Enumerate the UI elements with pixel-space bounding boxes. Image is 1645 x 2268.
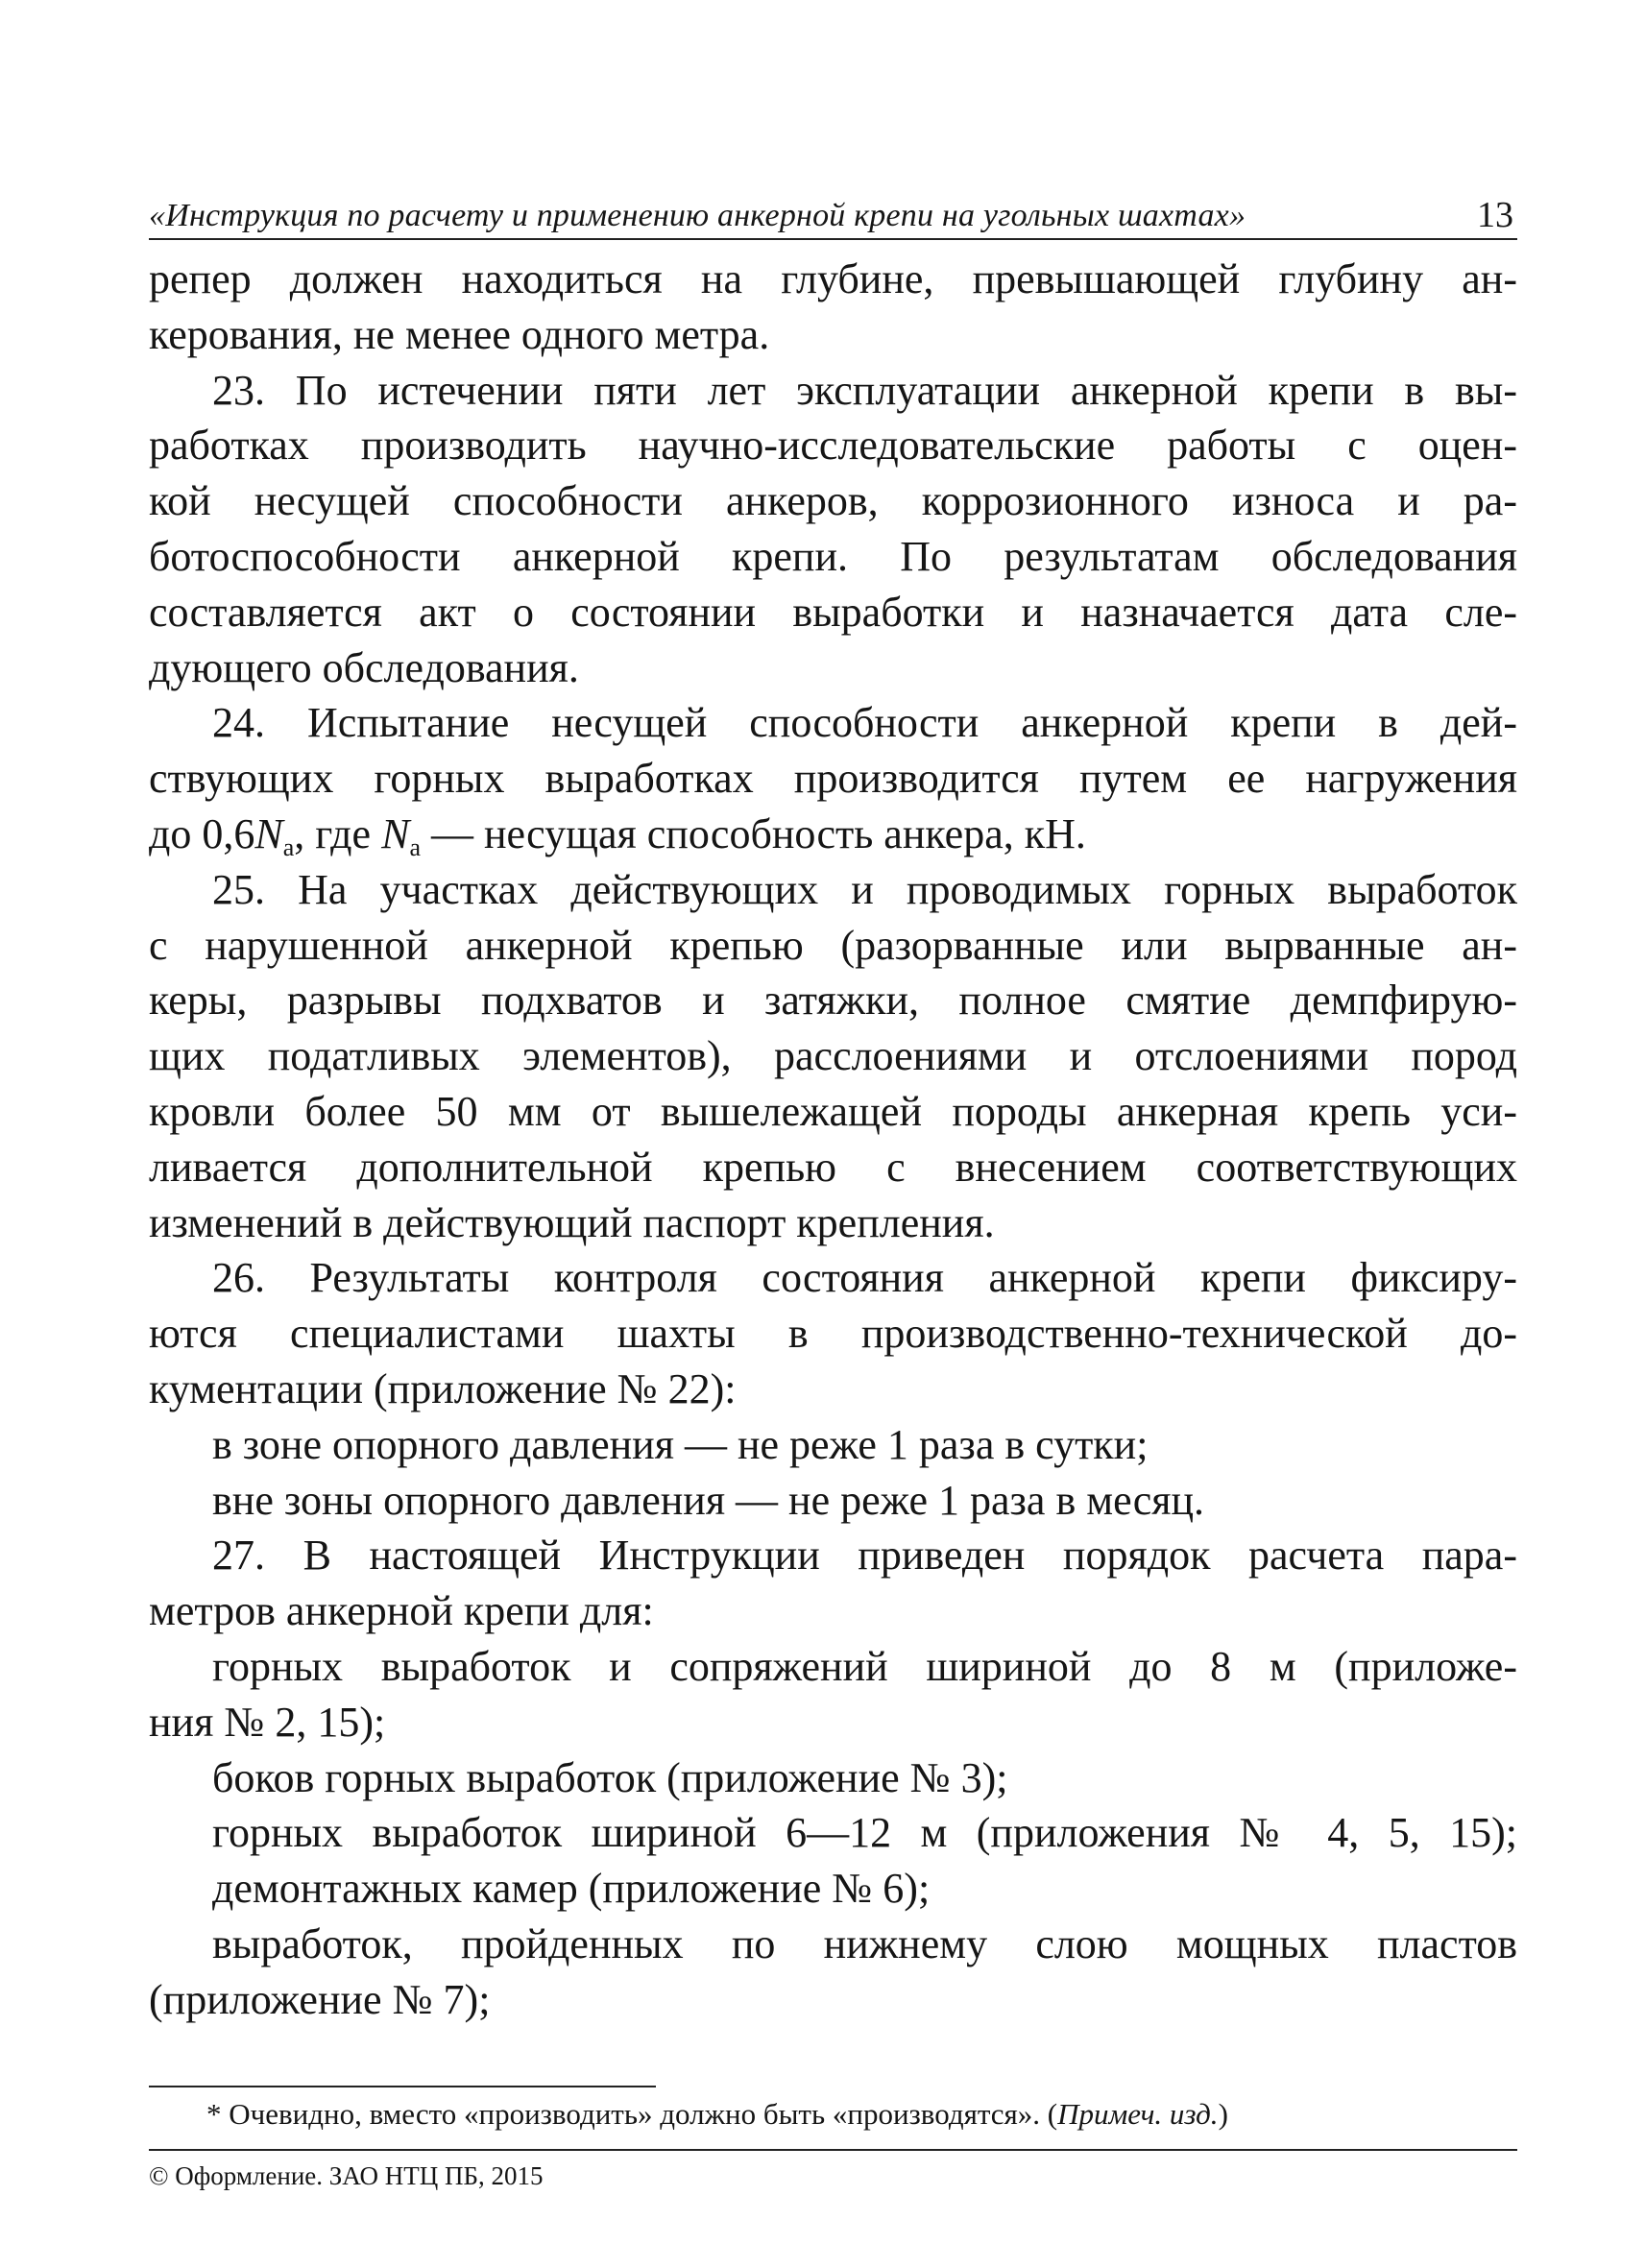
text-line: щих податливых элементов), расслоениями и отслоениями пород xyxy=(149,1032,1517,1080)
text-line: кровли более 50 мм от вышележащей породы анкерная крепь уси- xyxy=(149,1087,1517,1135)
text-line: кой несущей способности анкеров, коррозионного износа и ра- xyxy=(149,477,1517,525)
text-line: (приложение № 7); xyxy=(149,1975,491,2023)
text-line: составляется акт о состоянии выработки и назначается дата сле- xyxy=(149,588,1517,636)
subscript-a: а xyxy=(409,832,421,861)
list-item: выработок, пройденных по нижнему слою мощных пластов xyxy=(212,1919,1517,1967)
formula-line xyxy=(149,807,1517,862)
paragraph-26-start: 26. Результаты контроля состояния анкерной крепи фиксиру- xyxy=(212,1254,1517,1302)
footnote-note: Примеч. изд. xyxy=(1057,2097,1219,2131)
text-line: работках производить научно-исследовательские работы с оцен- xyxy=(149,422,1517,470)
text-line: дующего обследования. xyxy=(149,643,579,691)
running-title: «Инструкция по расчету и применению анкерной крепи на угольных шахтах» xyxy=(149,198,1246,233)
subscript-a: а xyxy=(282,832,295,861)
list-item: демонтажных камер (приложение № 6); xyxy=(212,1865,931,1913)
page-number: 13 xyxy=(1477,195,1513,235)
formula-suffix: — несущая способность анкера, кН. xyxy=(420,809,1086,857)
text-line: ния № 2, 15); xyxy=(149,1698,386,1746)
paragraph-27-start: 27. В настоящей Инструкции приведен порядок расчета пара- xyxy=(212,1532,1517,1580)
body-text xyxy=(149,252,1517,2028)
list-item: боков горных выработок (приложение № 3); xyxy=(212,1753,1008,1801)
footnote xyxy=(206,2093,1228,2135)
text-line: изменений в действующий паспорт крепления. xyxy=(149,1198,995,1246)
paragraph-23-start: 23. По истечении пяти лет эксплуатации анкерной крепи в вы- xyxy=(212,366,1517,414)
text-line: кументации (приложение № 22): xyxy=(149,1364,737,1412)
text-line: репер должен находиться на глубине, превышающей глубину ан- xyxy=(149,255,1517,302)
variable-n: N xyxy=(381,809,410,857)
text-line: керования, не менее одного метра. xyxy=(149,310,770,358)
running-header xyxy=(149,190,1517,240)
formula-prefix: до 0,6 xyxy=(149,809,255,857)
list-item: горных выработок шириной 6—12 м (приложения № 4, 5, 15); xyxy=(212,1809,1517,1857)
text-line: керы, разрывы подхватов и затяжки, полное смятие демпфирую- xyxy=(149,977,1517,1025)
footnote-divider xyxy=(149,2086,656,2087)
footer-divider xyxy=(149,2149,1517,2151)
list-item: горных выработок и сопряжений шириной до 8 м (приложе- xyxy=(212,1642,1517,1690)
copyright-footer: © Оформление. ЗАО НТЦ ПБ, 2015 xyxy=(149,2161,544,2190)
text-line: ботоспособности анкерной крепи. По результатам обследования xyxy=(149,532,1517,580)
list-item: в зоне опорного давления — не реже 1 раза в сутки; xyxy=(212,1420,1149,1468)
variable-n: N xyxy=(254,809,283,857)
footnote-close: ) xyxy=(1218,2097,1228,2131)
footnote-text: * Очевидно, вместо «производить» должно быть «производятся». ( xyxy=(206,2097,1058,2131)
text-line: ются специалистами шахты в производственно-технической до- xyxy=(149,1310,1517,1358)
text-line: ливается дополнительной крепью с внесением соответствующих xyxy=(149,1143,1517,1191)
paragraph-25-start: 25. На участках действующих и проводимых горных выработок xyxy=(212,865,1517,913)
text-line: с нарушенной анкерной крепью (разорванные или вырванные ан- xyxy=(149,921,1517,969)
text-line: метров анкерной крепи для: xyxy=(149,1587,654,1635)
formula-middle: , где xyxy=(294,809,382,857)
list-item: вне зоны опорного давления — не реже 1 раза в месяц. xyxy=(212,1476,1205,1524)
text-line: ствующих горных выработках производится путем ее нагружения xyxy=(149,755,1517,803)
paragraph-24-start: 24. Испытание несущей способности анкерной крепи в дей- xyxy=(212,699,1517,747)
